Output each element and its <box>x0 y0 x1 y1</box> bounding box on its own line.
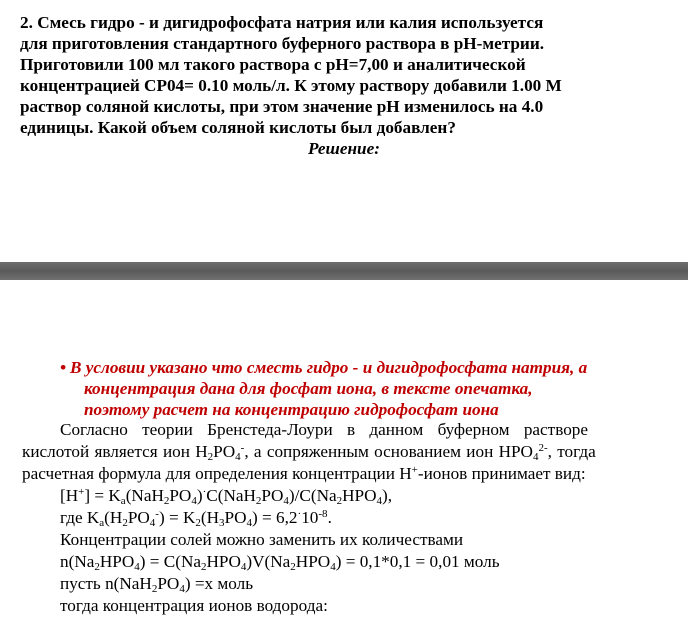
text: PO <box>169 486 192 505</box>
page-top <box>0 0 688 262</box>
subscript: 4 <box>134 561 140 573</box>
superscript: + <box>78 486 85 498</box>
subscript: 4 <box>246 517 253 529</box>
text: ) =x моль <box>184 574 254 593</box>
subscript: 2 <box>151 583 158 595</box>
text: 10 <box>301 508 319 527</box>
text: ) <box>196 486 203 505</box>
subscript: 4 <box>376 495 383 507</box>
subscript: 2 <box>122 517 128 529</box>
subscript: 4 <box>330 561 336 573</box>
superscript: - <box>240 442 245 454</box>
text: (H <box>104 508 123 527</box>
text: PO <box>157 574 180 593</box>
text: PO <box>261 486 284 505</box>
text: где K <box>60 508 100 527</box>
problem-line: единицы. Какой объем соляной кислоты был добавлен? <box>20 118 456 137</box>
text: PO <box>127 508 150 527</box>
problem-statement <box>20 12 660 138</box>
note-line: поэтому расчет на концентрацию гидрофосфат иона <box>84 400 499 419</box>
note-text: В условии указано что сместь гидро - и дигидрофосфата натрия, а <box>70 358 588 377</box>
body-line: Концентрации солей можно заменить их количествами <box>60 530 464 549</box>
subscript: 4 <box>235 451 241 463</box>
subscript: a <box>99 517 105 529</box>
problem-line: Приготовили 100 мл такого раствора с рН=7,00 и аналитической <box>20 55 526 74</box>
text: ) = K <box>158 508 196 527</box>
text: ] = K <box>84 486 121 505</box>
superscript: + <box>411 464 418 476</box>
text: C(NaH <box>206 486 256 505</box>
text: PO <box>213 442 236 461</box>
superscript: · <box>202 486 207 498</box>
text: , тогда <box>547 442 596 461</box>
subscript: 2 <box>207 451 214 463</box>
text: (NaH <box>125 486 164 505</box>
text: PO <box>224 508 247 527</box>
text: пусть n(NaH <box>60 574 152 593</box>
bullet-icon: • <box>60 358 67 377</box>
subscript: a <box>120 495 126 507</box>
text: )/C(Na <box>288 486 337 505</box>
subscript: 4 <box>532 451 539 463</box>
formula-line <box>22 573 662 595</box>
superscript: -8 <box>318 508 328 520</box>
body-line: тогда концентрация ионов водорода: <box>60 596 328 615</box>
page-bottom <box>0 280 688 616</box>
subscript: 4 <box>149 517 156 529</box>
subscript: 2 <box>336 495 343 507</box>
typo-note <box>60 357 660 420</box>
superscript: - <box>155 508 159 520</box>
text: HPO <box>295 552 331 571</box>
subscript: 2 <box>195 517 201 529</box>
text: n(Na <box>60 552 95 571</box>
note-line <box>60 357 660 378</box>
body-line <box>22 441 662 463</box>
text: -ионов принимает вид: <box>417 464 586 483</box>
subscript: 3 <box>219 517 225 529</box>
subscript: 2 <box>94 561 100 573</box>
subscript: 2 <box>290 561 296 573</box>
text: ) = 6,2 <box>252 508 298 527</box>
text: (H <box>200 508 220 527</box>
body-line: Согласно теории Бренстеда-Лоури в данном буферном растворе <box>60 420 589 439</box>
text: )V(Na <box>246 552 291 571</box>
formula-line <box>22 485 662 507</box>
problem-line: раствор соляной кислоты, при этом значение рН изменилось на 4.0 <box>20 97 544 116</box>
subscript: 4 <box>191 495 197 507</box>
subscript: 4 <box>240 561 247 573</box>
subscript: 2 <box>201 561 207 573</box>
text: ) = C(Na <box>139 552 201 571</box>
subscript: 2 <box>163 495 170 507</box>
text: ), <box>382 486 393 505</box>
subscript: 2 <box>255 495 262 507</box>
solution-body <box>22 419 662 617</box>
body-line <box>22 463 662 485</box>
solution-heading: Решение: <box>308 139 380 158</box>
text: . <box>327 508 332 527</box>
text: расчетная формула для определения концентрации H <box>22 464 412 483</box>
text: [H <box>60 486 79 505</box>
formula-line <box>22 507 662 529</box>
text: , а сопряженным основанием ион HPO <box>244 442 533 461</box>
problem-line: 2. Смесь гидро - и дигидрофосфата натрия или калия используется <box>20 13 544 32</box>
superscript: · <box>297 508 302 520</box>
problem-line: концентрацией СР04= 0.10 моль/л. К этому раствору добавили 1.00 М <box>20 76 562 95</box>
note-line: концентрация дана для фосфат иона, в тексте опечатка, <box>84 379 533 398</box>
text: HPO <box>99 552 135 571</box>
text: HPO <box>342 486 377 505</box>
page-separator <box>0 262 688 280</box>
text: ) = 0,1*0,1 = 0,01 моль <box>335 552 500 571</box>
text: HPO <box>206 552 241 571</box>
subscript: 4 <box>283 495 289 507</box>
formula-line <box>22 551 662 573</box>
problem-line: для приготовления стандартного буферного раствора в рН-метрии. <box>20 34 545 53</box>
subscript: 4 <box>179 583 185 595</box>
superscript: 2- <box>538 442 548 454</box>
text: кислотой является ион H <box>22 442 208 461</box>
